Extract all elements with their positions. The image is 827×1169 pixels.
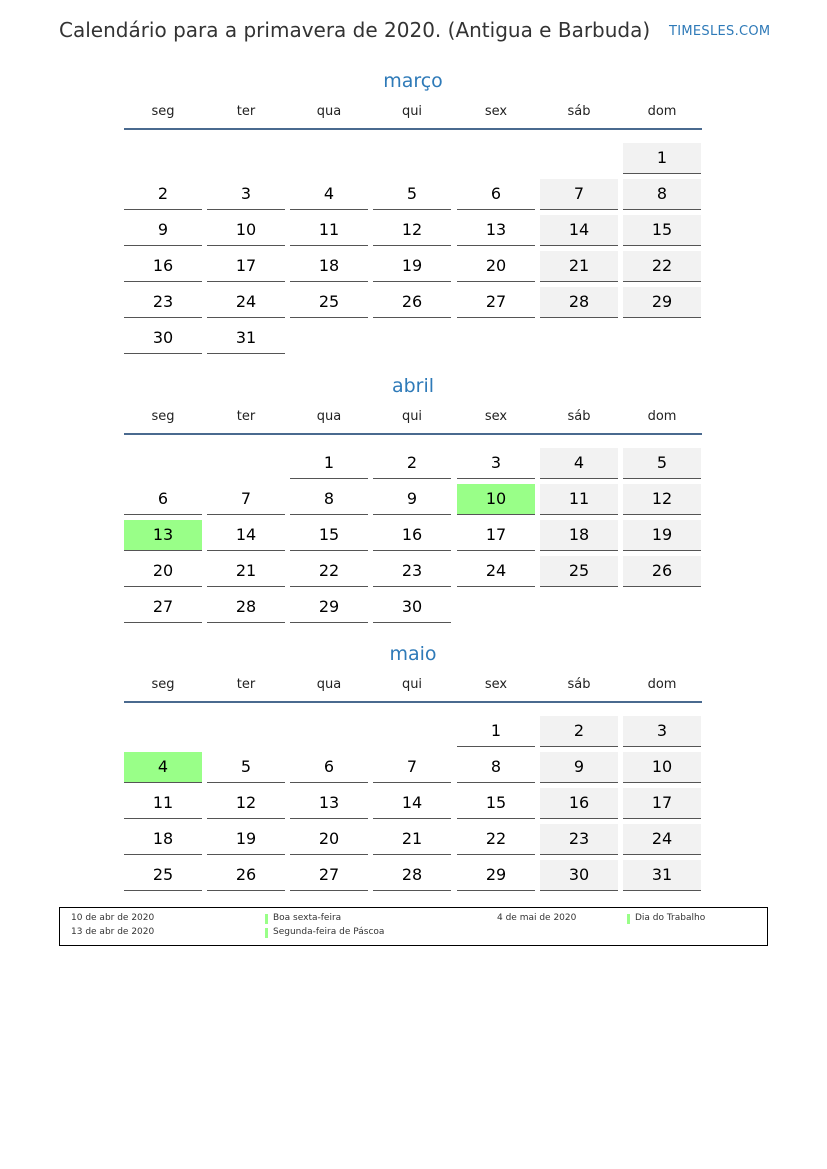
page-title: Calendário para a primavera de 2020. (Antigua e Barbuda) [59,18,651,42]
weekday-label: qui [401,104,423,119]
day-cell: 20 [124,556,202,587]
weekday-label: qua [316,409,342,424]
day-cell: 17 [623,788,701,819]
day-cell: 8 [457,752,535,783]
day-cell: 5 [623,448,701,479]
weekday-label: dom [647,677,677,692]
day-cell: 13 [457,215,535,246]
weekday-label: ter [236,677,256,692]
day-cell: 11 [290,215,368,246]
day-cell: 26 [207,860,285,891]
day-cell: 8 [623,179,701,210]
weekday-label: sáb [567,677,591,692]
weekday-header [120,677,706,697]
weekday-label: seg [151,409,175,424]
day-cell: 12 [207,788,285,819]
day-cell: 10 [207,215,285,246]
day-cell: 18 [290,251,368,282]
month-name: março [383,70,443,92]
day-cell: 2 [373,448,451,479]
day-cell: 13 [290,788,368,819]
day-cell: 20 [457,251,535,282]
weekday-header [120,104,706,124]
day-cell: 9 [373,484,451,515]
day-cell: 24 [207,287,285,318]
day-cell: 7 [373,752,451,783]
weekday-label: qua [316,104,342,119]
weekday-label: seg [151,104,175,119]
day-cell: 11 [124,788,202,819]
day-cell: 27 [124,592,202,623]
day-cell: 26 [373,287,451,318]
weekday-header [120,409,706,429]
day-cell: 5 [373,179,451,210]
day-cell: 21 [207,556,285,587]
weekday-label: sex [484,104,508,119]
day-cell: 12 [373,215,451,246]
day-cell: 14 [540,215,618,246]
holiday-day-cell: 13 [124,520,202,551]
day-cell: 28 [540,287,618,318]
day-cell: 25 [540,556,618,587]
holiday-day-cell: 4 [124,752,202,783]
legend-holiday-name: Segunda-feira de Páscoa [273,927,385,937]
day-cell: 1 [623,143,701,174]
day-cell: 6 [124,484,202,515]
legend-holiday-name: Dia do Trabalho [635,913,706,923]
day-cell: 1 [457,716,535,747]
day-cell: 31 [623,860,701,891]
weekday-label: ter [236,409,256,424]
day-cell: 25 [124,860,202,891]
day-cell: 1 [290,448,368,479]
day-cell: 6 [290,752,368,783]
holiday-marker [265,928,268,938]
day-cell: 30 [373,592,451,623]
weekday-label: ter [236,104,256,119]
weekday-label: dom [647,409,677,424]
holiday-marker [627,914,630,924]
month-name: abril [391,375,435,397]
day-cell: 23 [373,556,451,587]
day-cell: 19 [623,520,701,551]
day-cell: 15 [290,520,368,551]
day-cell: 3 [207,179,285,210]
day-cell: 31 [207,323,285,354]
day-cell: 29 [457,860,535,891]
weekday-label: qui [401,409,423,424]
day-cell: 22 [623,251,701,282]
day-cell: 19 [207,824,285,855]
day-cell: 25 [290,287,368,318]
day-cell: 24 [623,824,701,855]
day-cell: 3 [623,716,701,747]
weekday-label: qui [401,677,423,692]
day-cell: 30 [124,323,202,354]
day-cell: 14 [207,520,285,551]
day-cell: 9 [124,215,202,246]
day-cell: 16 [540,788,618,819]
day-cell: 9 [540,752,618,783]
day-cell: 6 [457,179,535,210]
day-cell: 22 [457,824,535,855]
weekday-label: seg [151,677,175,692]
legend-date: 10 de abr de 2020 [71,913,155,923]
day-cell: 18 [540,520,618,551]
day-cell: 30 [540,860,618,891]
day-cell: 10 [623,752,701,783]
legend-holiday-name: Boa sexta-feira [273,913,342,923]
weekday-label: sex [484,409,508,424]
day-cell: 29 [623,287,701,318]
day-cell: 27 [290,860,368,891]
header-rule [124,701,702,703]
day-cell: 14 [373,788,451,819]
day-cell: 15 [623,215,701,246]
day-cell: 16 [373,520,451,551]
day-cell: 2 [124,179,202,210]
day-cell: 17 [207,251,285,282]
day-cell: 27 [457,287,535,318]
holiday-legend [59,907,768,946]
day-cell: 28 [373,860,451,891]
day-cell: 4 [540,448,618,479]
day-cell: 5 [207,752,285,783]
day-cell: 21 [373,824,451,855]
day-cell: 20 [290,824,368,855]
legend-date: 4 de mai de 2020 [497,913,577,923]
weekday-label: sáb [567,104,591,119]
day-cell: 22 [290,556,368,587]
day-cell: 8 [290,484,368,515]
day-cell: 7 [540,179,618,210]
site-link[interactable]: TIMESLES.COM [669,24,771,39]
weekday-label: dom [647,104,677,119]
day-cell: 21 [540,251,618,282]
day-cell: 7 [207,484,285,515]
day-cell: 12 [623,484,701,515]
day-cell: 29 [290,592,368,623]
legend-date: 13 de abr de 2020 [71,927,155,937]
day-cell: 16 [124,251,202,282]
day-cell: 28 [207,592,285,623]
weekday-label: sex [484,677,508,692]
day-cell: 2 [540,716,618,747]
weekday-label: sáb [567,409,591,424]
header-rule [124,433,702,435]
day-cell: 23 [124,287,202,318]
day-cell: 15 [457,788,535,819]
holiday-day-cell: 10 [457,484,535,515]
day-cell: 17 [457,520,535,551]
holiday-marker [265,914,268,924]
day-cell: 3 [457,448,535,479]
day-cell: 11 [540,484,618,515]
day-cell: 18 [124,824,202,855]
day-cell: 4 [290,179,368,210]
day-cell: 24 [457,556,535,587]
weekday-label: qua [316,677,342,692]
day-cell: 19 [373,251,451,282]
day-cell: 26 [623,556,701,587]
month-name: maio [389,643,437,665]
header-rule [124,128,702,130]
day-cell: 23 [540,824,618,855]
